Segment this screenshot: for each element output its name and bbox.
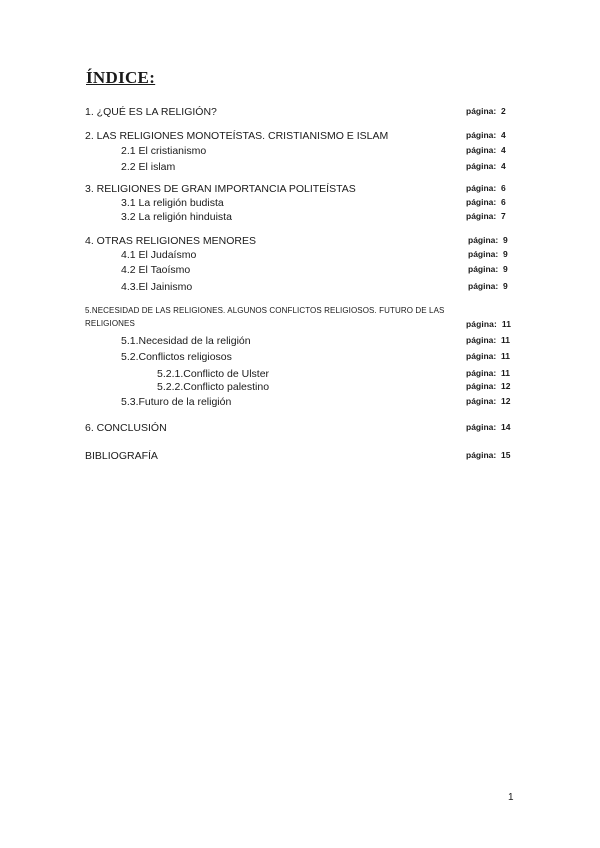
page-value: 9 — [502, 235, 508, 245]
toc-entry-label: 4. OTRAS RELIGIONES MENORES — [85, 235, 256, 247]
page-value: 6 — [500, 183, 506, 193]
page-value: 11 — [500, 351, 510, 361]
index-title: ÍNDICE: — [86, 68, 156, 87]
page-value: 11 — [500, 335, 510, 345]
page-value: 15 — [500, 450, 511, 460]
page-value: 12 — [500, 381, 511, 391]
toc-entry-page — [466, 381, 510, 391]
page-word: página: — [468, 249, 499, 259]
toc-entry-label: 5.3.Futuro de la religión — [121, 396, 232, 408]
page-value: 12 — [500, 396, 511, 406]
toc-entry-page — [466, 450, 510, 460]
toc-entry-label: 4.1 El Judaísmo — [121, 249, 197, 261]
page-word: página: — [468, 281, 499, 291]
page-word: página: — [466, 335, 497, 345]
toc-entry-page — [466, 422, 510, 432]
toc-entry-page — [468, 249, 508, 259]
toc-entry-page — [468, 235, 508, 245]
toc-entry-page — [466, 145, 506, 155]
page-word: página: — [466, 351, 497, 361]
toc-entry-label: 5.2.Conflictos religiosos — [121, 351, 232, 363]
toc-entry-label: 4.2 El Taoísmo — [121, 264, 191, 276]
page-word: página: — [466, 319, 497, 329]
toc-entry-page — [466, 368, 510, 378]
page-value: 9 — [502, 281, 508, 291]
page-value: 9 — [502, 264, 508, 274]
toc-entry-page — [466, 130, 506, 140]
toc-entry-page — [466, 197, 506, 207]
page-word: página: — [466, 145, 497, 155]
page-number: 1 — [508, 792, 514, 803]
toc-entry-label: 1. ¿QUÉ ES LA RELIGIÓN? — [85, 106, 217, 118]
page-word: página: — [466, 450, 497, 460]
toc-entry-page — [466, 161, 506, 171]
toc-entry-label: 3.1 La religión budista — [121, 197, 224, 209]
page-word: página: — [466, 197, 497, 207]
toc-entry-page — [466, 335, 510, 345]
page-word: página: — [466, 106, 497, 116]
toc-entry-label: 6. CONCLUSIÓN — [85, 422, 167, 434]
page-word: página: — [466, 422, 497, 432]
toc-entry-label: RELIGIONES — [85, 319, 135, 328]
page-value: 11 — [501, 319, 512, 329]
toc-entry-label: 5.1.Necesidad de la religión — [121, 335, 251, 347]
page-word: página: — [466, 368, 497, 378]
page-word: página: — [466, 130, 497, 140]
page-value: 6 — [500, 197, 506, 207]
toc-entry-label: BIBLIOGRAFÍA — [85, 450, 158, 462]
page-word: página: — [466, 381, 497, 391]
toc-entry-label: 4.3.El Jainismo — [121, 281, 193, 293]
toc-entry-label: 2.2 El islam — [121, 161, 176, 173]
toc-entry-label: 5.2.1.Conflicto de Ulster — [157, 368, 270, 380]
toc-entry-page — [468, 281, 508, 291]
page-value: 11 — [500, 368, 510, 378]
page-value: 2 — [500, 106, 506, 116]
page-word: página: — [466, 183, 497, 193]
page-word: página: — [468, 235, 499, 245]
page-value: 4 — [500, 145, 506, 155]
toc-entry-page — [466, 211, 506, 221]
toc-entry-page — [466, 319, 511, 329]
toc-entry-page — [466, 396, 510, 406]
page-value: 4 — [500, 161, 506, 171]
toc-entry-label: 5.NECESIDAD DE LAS RELIGIONES. ALGUNOS CONFLICTOS RELIGIOSOS. FUTURO DE LAS — [85, 306, 445, 315]
page-value: 14 — [500, 422, 511, 432]
page-value: 7 — [500, 211, 506, 221]
toc-entry-page — [466, 183, 506, 193]
page-word: página: — [468, 264, 499, 274]
toc-entry-label: 5.2.2.Conflicto palestino — [157, 381, 270, 393]
toc-entry-label: 2. LAS RELIGIONES MONOTEÍSTAS. CRISTIANISMO E ISLAM — [85, 130, 389, 142]
toc-entry-page — [468, 264, 508, 274]
toc-entry-label: 3.2 La religión hinduista — [121, 211, 232, 223]
toc-entry-label: 3. RELIGIONES DE GRAN IMPORTANCIA POLITEÍSTAS — [85, 183, 356, 195]
page-word: página: — [466, 211, 497, 221]
page-word: página: — [466, 161, 497, 171]
toc-entry-page — [466, 351, 510, 361]
page-value: 4 — [500, 130, 506, 140]
toc-entry-page — [466, 106, 506, 116]
toc-entry-label: 2.1 El cristianismo — [121, 145, 207, 157]
page-word: página: — [466, 396, 497, 406]
page-value: 9 — [502, 249, 508, 259]
